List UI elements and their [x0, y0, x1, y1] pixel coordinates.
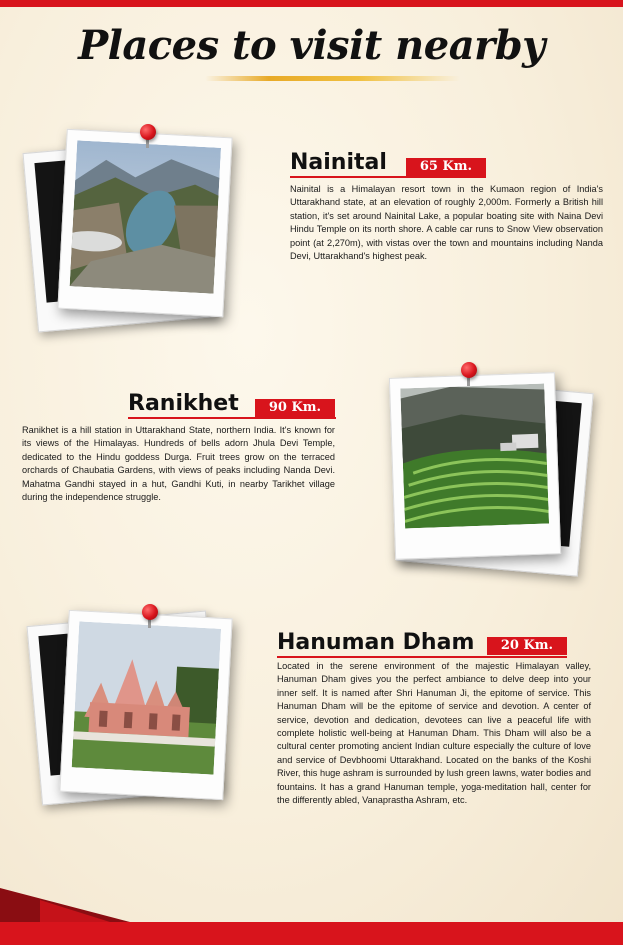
hanuman-dham-title: Hanuman Dham [277, 630, 475, 655]
red-pushpin-icon [461, 362, 477, 378]
nainital-front-photo [57, 129, 232, 317]
top-red-bar [0, 0, 623, 7]
hanuman-temple-illustration [72, 621, 221, 774]
hanuman-dham-description: Located in the serene environment of the majestic Himalayan valley, Hanuman Dham gives you the perfect ambiance to delve deep into your inner self. It is named after Shri Hanuman Ji, the epitome of service. This Hanuman Dham will be the epitome of service and devotion. A center of service, devotion and dedication, devotees can live a peaceful life with complete holistic well-being at Hanuman Dham. This Dham will also be a cultural center promoting ancient Indian culture especially the culture of love and service of Devbhoomi Uttarakhand. Located on the banks of the Koshi River, this huge ashram is surrounded by lush green lawns, water bodies and fountains. It has a grand Hanuman temple, yoga-meditation hall, center for the differently abled, Vanaprastha Ashram, etc. [277, 661, 591, 806]
nainital-description: Nainital is a Himalayan resort town in the Kumaon region of India's Uttarakhand state, at an elevation of roughly 2,000m. Formerly a British hill station, it's set around Nainital Lake, a popular boating site with Naina Devi Hindu Temple on its north shore. A cable car runs to Snow View observation point (at 2,270m), with vistas over the town and mountains including Nanda Devi, Uttarakhand's highest peak. [290, 184, 603, 262]
nainital-lake-illustration [70, 140, 221, 293]
ranikhet-image [400, 384, 549, 529]
hanuman-dham-front-photo [59, 610, 232, 800]
ranikhet-description: Ranikhet is a hill station in Uttarakhand State, northern India. It's known for its views of the Himalayas. Hundreds of bells adorn Jhula Devi Temple, dedicated to the Hindu goddess Durga. Fruit trees grow on the terraced orchards of Chaubatia Gardens, with views of peaks including Nanda Devi. Mahatma Gandhi stayed in a hut, Gandhi Kuti, in nearby Tarikhet village during the independence struggle. [22, 425, 335, 503]
hanuman-dham-title-underline [277, 656, 567, 658]
nainital-image [70, 140, 221, 293]
red-pushpin-icon [140, 124, 156, 140]
nainital-title: Nainital [290, 150, 387, 175]
page-heading: Places to visit nearby [78, 22, 545, 69]
hanuman-dham-distance-badge: 20 Km. [487, 637, 567, 655]
red-pushpin-icon [142, 604, 158, 620]
nainital-distance-badge: 65 Km. [406, 158, 486, 176]
ranikhet-distance-badge: 90 Km. [255, 399, 335, 417]
bottom-red-bar [0, 922, 623, 945]
bottom-corner-accent-red [40, 900, 110, 922]
ranikhet-front-photo [389, 372, 561, 560]
hanuman-dham-image [72, 621, 221, 774]
ranikhet-terrace-illustration [400, 384, 549, 529]
heading-underline [205, 76, 460, 81]
ranikhet-title: Ranikhet [128, 391, 239, 416]
nainital-title-underline [290, 176, 486, 178]
ranikhet-title-underline [128, 417, 336, 419]
